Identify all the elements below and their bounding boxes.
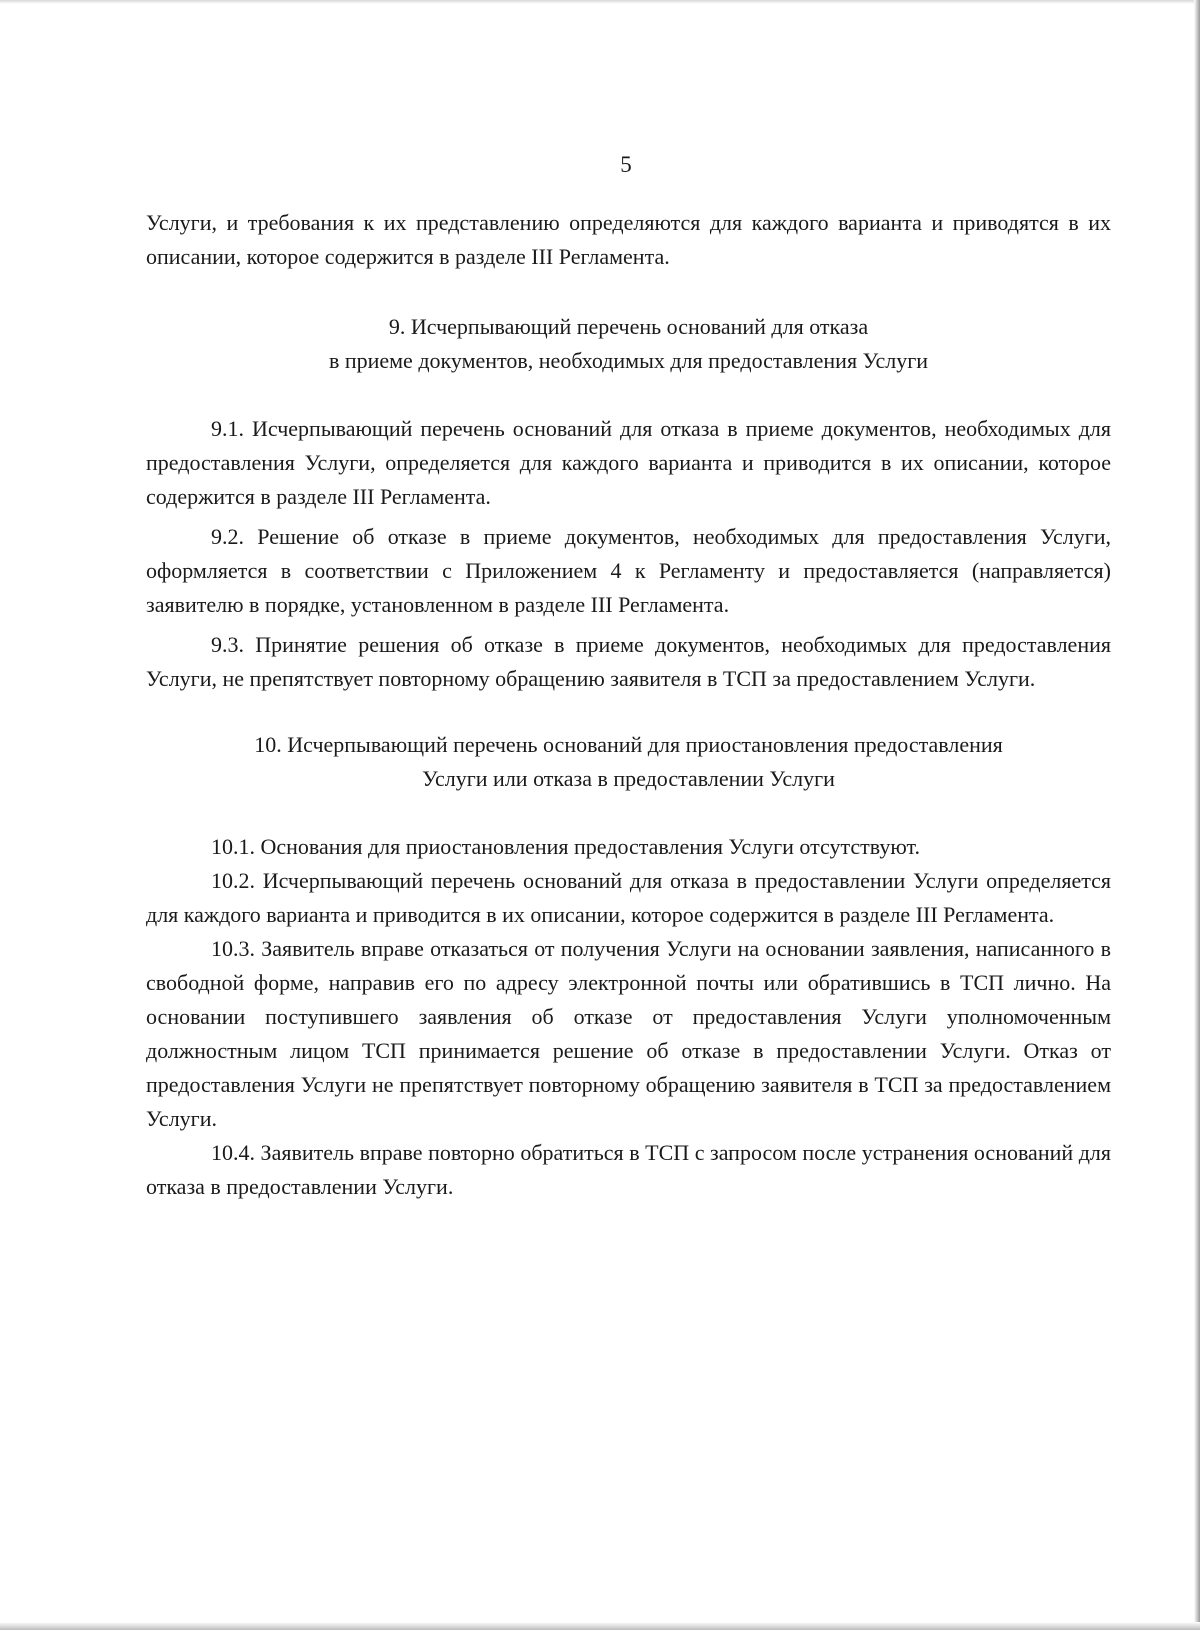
spacer [146, 796, 1111, 830]
paragraph-10-1: 10.1. Основания для приостановления предоставления Услуги отсутствуют. [211, 834, 920, 859]
page-number: 5 [620, 152, 632, 177]
paragraph-9-2: 9.2. Решение об отказе в приеме документов, необходимых для предоставления Услуги, оформляется в соответствии с Приложением 4 к Регламенту и предоставляется (направляется) заявителю в порядке, установленном в разделе III Регламента. [146, 524, 1111, 617]
paragraph-intro: Услуги, и требования к их представлению определяются для каждого варианта и приводятся в их описании, которое содержится в разделе III Регламента. [146, 210, 1111, 269]
spacer [146, 378, 1111, 412]
scan-edge-right [1194, 0, 1200, 1630]
section-9-heading [146, 310, 1111, 378]
paragraph-9-1: 9.1. Исчерпывающий перечень оснований для отказа в приеме документов, необходимых для предоставления Услуги, определяется для каждого варианта и приводится в их описании, которое содержится в разделе III Регламента. [146, 416, 1111, 509]
section-9-heading-line-2: в приеме документов, необходимых для предоставления Услуги [328, 348, 929, 373]
paragraph-10-2: 10.2. Исчерпывающий перечень оснований для отказа в предоставлении Услуги определяется для каждого варианта и приводится в их описании, которое содержится в разделе III Регламента. [146, 868, 1111, 927]
scan-edge-top [0, 0, 1200, 4]
spacer [146, 274, 1111, 310]
scan-edge-bottom [0, 1622, 1200, 1630]
paragraph-10-3: 10.3. Заявитель вправе отказаться от получения Услуги на основании заявления, написанного в свободной форме, направив его по адресу электронной почты или обратившись в ТСП лично. На основании поступившего заявления об отказе от предоставления Услуги уполномоченным должностным лицом ТСП принимается решение об отказе в предоставлении Услуги. Отказ от предоставления Услуги не препятствует повторному обращению заявителя в ТСП за предоставлением Услуги. [146, 936, 1111, 1131]
document-body [146, 206, 1111, 1204]
section-10-heading [146, 728, 1111, 796]
section-10-heading-line-2: Услуги или отказа в предоставлении Услуги [422, 766, 835, 791]
paragraph-9-3: 9.3. Принятие решения об отказе в приеме документов, необходимых для предоставления Услуги, не препятствует повторному обращению заявителя в ТСП за предоставлением Услуги. [146, 632, 1111, 691]
paragraph-10-4: 10.4. Заявитель вправе повторно обратиться в ТСП с запросом после устранения оснований для отказа в предоставлении Услуги. [146, 1140, 1111, 1199]
section-9-heading-line-1: 9. Исчерпывающий перечень оснований для отказа [388, 314, 869, 339]
section-10-heading-line-1: 10. Исчерпывающий перечень оснований для приостановления предоставления [254, 732, 1003, 757]
spacer [146, 696, 1111, 728]
